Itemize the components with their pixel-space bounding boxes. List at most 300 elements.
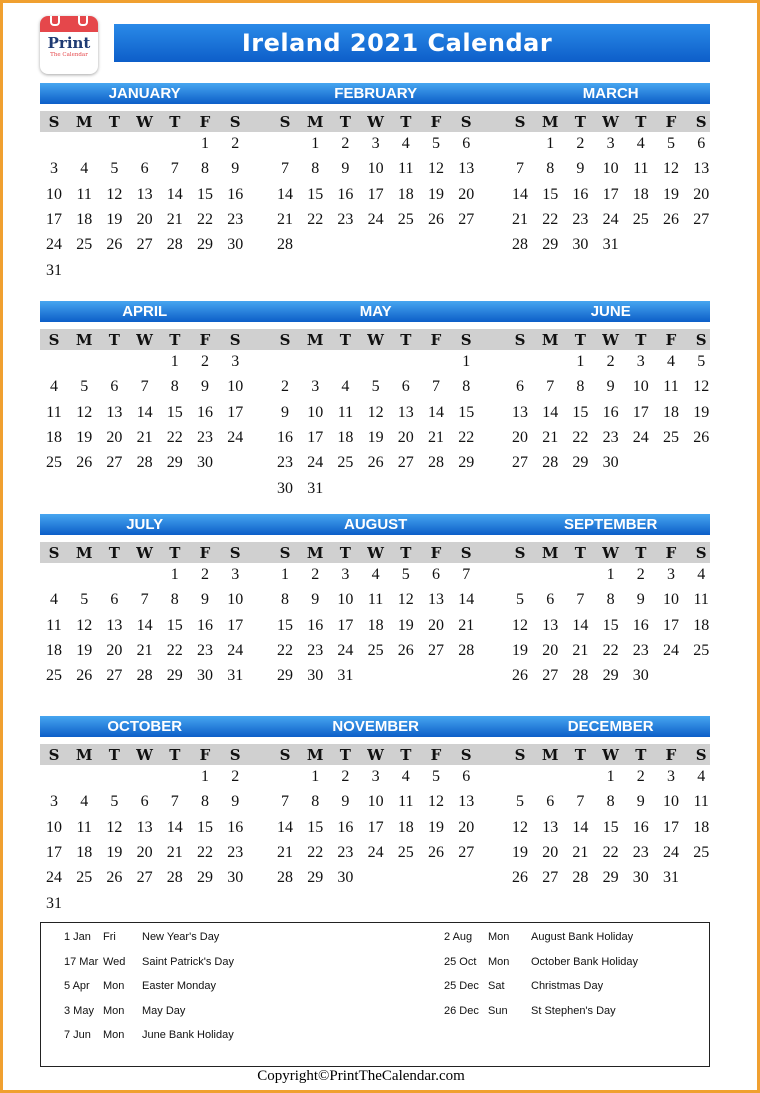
day-cell: 7	[140, 378, 149, 396]
day-cell: 21	[572, 641, 589, 659]
day-cell: 22	[458, 428, 475, 446]
day-cell: 19	[512, 641, 528, 659]
day-cell: 22	[166, 428, 183, 446]
day-cell: 27	[693, 210, 710, 228]
weekday-header: W	[136, 746, 154, 764]
day-cell: 25	[76, 236, 93, 254]
day-cell: 1	[606, 566, 615, 583]
day-cell: 10	[367, 793, 384, 811]
day-cell: 7	[546, 378, 555, 396]
day-cell: 4	[401, 768, 410, 785]
day-cell: 1	[576, 353, 585, 370]
day-cell: 13	[458, 793, 475, 811]
day-cell: 6	[432, 566, 440, 583]
day-cell: 7	[140, 591, 149, 609]
day-cell: 20	[397, 428, 414, 446]
day-cell: 22	[307, 210, 324, 228]
day-cell: 10	[227, 378, 244, 396]
day-cell: 7	[432, 378, 440, 396]
day-cell: 27	[512, 454, 528, 472]
month-name: MARCH	[582, 85, 639, 102]
weekday-header: S	[695, 113, 707, 131]
weekday-header: S	[279, 746, 291, 764]
day-cell: 4	[667, 353, 675, 370]
day-cell: 30	[632, 667, 649, 685]
holiday-day: Mon	[488, 931, 510, 943]
day-cell: 24	[367, 843, 384, 861]
day-cell: 11	[76, 818, 92, 836]
day-cell: 8	[546, 160, 555, 178]
day-cell: 29	[602, 869, 619, 887]
day-cell: 8	[311, 793, 320, 811]
day-cell: 18	[397, 818, 414, 836]
day-cell: 21	[572, 843, 589, 861]
weekday-header: T	[339, 331, 351, 349]
day-cell: 4	[697, 566, 706, 583]
day-cell: 20	[428, 616, 444, 634]
day-cell: 16	[602, 403, 619, 421]
day-cell: 23	[227, 843, 244, 861]
weekday-header: S	[460, 331, 472, 349]
day-cell: 14	[572, 616, 589, 634]
day-cell: 10	[663, 591, 679, 609]
day-cell: 29	[197, 236, 213, 254]
day-cell: 9	[341, 160, 350, 178]
weekday-header: W	[602, 331, 620, 349]
holiday-date: 3 May	[64, 1004, 94, 1017]
month-name: JANUARY	[108, 85, 181, 102]
day-cell: 17	[367, 185, 384, 203]
day-cell: 20	[106, 641, 123, 659]
day-cell: 1	[546, 135, 555, 152]
holiday-day: Fri	[103, 931, 116, 943]
weekday-header: T	[108, 544, 120, 562]
day-cell: 17	[227, 616, 244, 634]
holiday-day: Wed	[103, 955, 126, 968]
day-cell: 27	[397, 454, 414, 472]
holiday-name: May Day	[142, 1004, 186, 1017]
day-cell: 23	[277, 454, 293, 472]
day-cell: 11	[76, 185, 92, 203]
day-cell: 8	[606, 591, 615, 609]
weekday-header: S	[48, 113, 60, 131]
day-cell: 27	[458, 210, 475, 228]
weekday-header: M	[541, 746, 559, 764]
day-cell: 4	[80, 793, 89, 811]
day-cell: 28	[542, 454, 559, 472]
weekday-header: T	[339, 746, 351, 764]
weekday-header: W	[602, 746, 620, 764]
weekday-header: T	[169, 331, 181, 349]
day-cell: 3	[667, 566, 675, 583]
day-cell: 19	[76, 641, 93, 659]
day-cell: 8	[281, 591, 289, 609]
day-cell: 1	[170, 566, 179, 583]
day-cell: 23	[632, 843, 649, 861]
day-cell: 4	[50, 378, 58, 396]
day-cell: 26	[512, 869, 528, 887]
day-cell: 23	[337, 843, 354, 861]
day-cell: 6	[401, 378, 410, 396]
day-cell: 22	[197, 843, 213, 861]
day-cell: 26	[428, 210, 444, 228]
day-cell: 7	[281, 793, 289, 811]
day-cell: 3	[606, 135, 615, 152]
day-cell: 31	[227, 667, 244, 685]
day-cell: 17	[307, 428, 324, 446]
day-cell: 17	[46, 210, 62, 228]
day-cell: 22	[572, 428, 589, 446]
day-cell: 26	[76, 454, 93, 472]
page-title: Ireland 2021 Calendar	[241, 29, 553, 57]
day-cell: 6	[110, 591, 119, 609]
day-cell: 12	[106, 185, 123, 203]
month-name: AUGUST	[344, 516, 408, 533]
day-cell: 22	[542, 210, 559, 228]
day-cell: 10	[367, 160, 384, 178]
day-cell: 23	[197, 428, 213, 446]
day-cell: 23	[227, 210, 244, 228]
day-cell: 27	[106, 454, 123, 472]
day-cell: 31	[602, 236, 619, 254]
weekday-header: F	[665, 746, 677, 764]
holiday-name: New Year's Day	[142, 931, 220, 943]
weekday-header: S	[695, 331, 707, 349]
day-cell: 24	[367, 210, 384, 228]
day-cell: 6	[546, 591, 555, 609]
day-cell: 4	[371, 566, 380, 583]
holiday-day: Mon	[103, 1004, 125, 1017]
day-cell: 13	[512, 403, 528, 421]
day-cell: 16	[227, 185, 244, 203]
holiday-date: 2 Aug	[444, 931, 473, 943]
day-cell: 2	[606, 353, 615, 370]
holiday-name: August Bank Holiday	[531, 931, 634, 943]
holiday-day: Mon	[488, 955, 510, 968]
day-cell: 23	[602, 428, 619, 446]
day-cell: 9	[311, 591, 320, 609]
weekday-header: S	[460, 113, 472, 131]
day-cell: 15	[602, 616, 619, 634]
day-cell: 28	[277, 236, 293, 254]
day-cell: 2	[201, 566, 209, 583]
day-cell: 2	[576, 135, 585, 152]
day-cell: 1	[462, 353, 471, 370]
day-cell: 17	[663, 818, 679, 836]
day-cell: 30	[197, 454, 213, 472]
day-cell: 29	[542, 236, 559, 254]
weekday-header: W	[367, 113, 385, 131]
holiday-day: Mon	[103, 1029, 125, 1042]
day-cell: 7	[576, 793, 585, 811]
day-cell: 19	[663, 185, 679, 203]
day-cell: 12	[663, 160, 679, 178]
day-cell: 20	[136, 843, 153, 861]
day-cell: 16	[197, 616, 213, 634]
day-cell: 5	[80, 591, 89, 609]
day-cell: 7	[170, 793, 179, 811]
weekday-header: S	[229, 746, 241, 764]
weekday-header: S	[279, 331, 291, 349]
day-cell: 26	[693, 428, 710, 446]
day-cell: 3	[371, 768, 380, 785]
day-cell: 25	[46, 454, 62, 472]
day-cell: 28	[572, 869, 589, 887]
day-cell: 25	[76, 869, 93, 887]
day-cell: 11	[367, 591, 384, 609]
day-cell: 28	[166, 236, 183, 254]
day-cell: 26	[663, 210, 679, 228]
day-cell: 21	[458, 616, 475, 634]
day-cell: 21	[136, 428, 153, 446]
weekday-header: F	[199, 544, 211, 562]
day-cell: 27	[542, 667, 559, 685]
day-cell: 25	[367, 641, 384, 659]
holiday-date: 17 Mar	[64, 955, 99, 968]
weekday-header: T	[574, 544, 586, 562]
holiday-date: 25 Oct	[444, 955, 477, 968]
weekday-header: M	[541, 331, 559, 349]
day-cell: 13	[106, 616, 123, 634]
day-cell: 1	[281, 566, 289, 583]
day-cell: 12	[512, 818, 528, 836]
day-cell: 11	[398, 793, 414, 811]
day-cell: 14	[458, 591, 475, 609]
day-cell: 5	[432, 768, 440, 785]
weekday-header: M	[75, 544, 93, 562]
day-cell: 21	[428, 428, 444, 446]
holiday-date: 25 Dec	[444, 980, 479, 993]
day-cell: 25	[397, 210, 414, 228]
weekday-header: T	[108, 113, 120, 131]
day-cell: 7	[516, 160, 524, 178]
day-cell: 24	[46, 236, 62, 254]
day-cell: 8	[170, 378, 179, 396]
day-cell: 6	[697, 135, 706, 152]
day-cell: 27	[136, 869, 153, 887]
day-cell: 24	[602, 210, 619, 228]
day-cell: 19	[106, 843, 123, 861]
day-cell: 24	[632, 428, 649, 446]
month-name: OCTOBER	[107, 718, 183, 735]
holiday-date: 7 Jun	[64, 1029, 91, 1042]
weekday-header: T	[339, 544, 351, 562]
day-cell: 31	[337, 667, 354, 685]
weekday-header: T	[574, 331, 586, 349]
day-cell: 11	[337, 403, 354, 421]
weekday-header: M	[306, 746, 324, 764]
day-cell: 26	[76, 667, 93, 685]
day-cell: 24	[307, 454, 324, 472]
day-cell: 13	[693, 160, 710, 178]
day-cell: 17	[337, 616, 354, 634]
day-cell: 24	[663, 843, 679, 861]
weekday-header: M	[541, 113, 559, 131]
day-cell: 24	[227, 428, 244, 446]
day-cell: 18	[397, 185, 414, 203]
day-cell: 11	[693, 591, 709, 609]
day-cell: 3	[50, 160, 58, 178]
holiday-name: St Stephen's Day	[531, 1004, 616, 1017]
day-cell: 29	[572, 454, 589, 472]
day-cell: 31	[46, 894, 62, 912]
holiday-list	[40, 922, 710, 1067]
day-cell: 16	[632, 616, 649, 634]
day-cell: 1	[201, 135, 209, 152]
day-cell: 15	[602, 818, 619, 836]
day-cell: 2	[281, 378, 289, 396]
weekday-header: S	[229, 113, 241, 131]
holiday-name: Saint Patrick's Day	[142, 955, 234, 968]
holiday-name: Christmas Day	[531, 980, 604, 993]
weekday-header: M	[75, 331, 93, 349]
day-cell: 4	[697, 768, 706, 785]
weekday-header: W	[367, 746, 385, 764]
day-cell: 7	[170, 160, 179, 178]
day-cell: 19	[428, 185, 444, 203]
day-cell: 10	[46, 185, 62, 203]
day-cell: 9	[201, 591, 209, 609]
day-cell: 10	[602, 160, 619, 178]
day-cell: 28	[512, 236, 528, 254]
day-cell: 9	[201, 378, 209, 396]
day-cell: 14	[572, 818, 589, 836]
day-cell: 22	[277, 641, 293, 659]
day-cell: 18	[76, 843, 93, 861]
day-cell: 10	[227, 591, 244, 609]
day-cell: 10	[337, 591, 354, 609]
day-cell: 7	[281, 160, 289, 178]
day-cell: 19	[106, 210, 123, 228]
day-cell: 4	[341, 378, 350, 396]
day-cell: 28	[166, 869, 183, 887]
holiday-name: June Bank Holiday	[142, 1029, 234, 1042]
day-cell: 18	[46, 428, 62, 446]
weekday-header: T	[169, 113, 181, 131]
weekday-header: T	[169, 746, 181, 764]
day-cell: 23	[632, 641, 649, 659]
weekday-header: T	[635, 746, 647, 764]
weekday-header: T	[635, 544, 647, 562]
day-cell: 22	[166, 641, 183, 659]
weekday-header: T	[400, 544, 412, 562]
day-cell: 5	[516, 793, 524, 811]
day-cell: 11	[633, 160, 649, 178]
day-cell: 9	[281, 403, 289, 421]
day-cell: 14	[542, 403, 559, 421]
day-cell: 28	[572, 667, 589, 685]
day-cell: 10	[632, 378, 649, 396]
day-cell: 7	[462, 566, 471, 583]
day-cell: 28	[458, 641, 475, 659]
weekday-header: S	[695, 544, 707, 562]
weekday-header: T	[400, 746, 412, 764]
weekday-header: M	[75, 746, 93, 764]
day-cell: 22	[307, 843, 324, 861]
day-cell: 13	[542, 616, 559, 634]
day-cell: 25	[46, 667, 62, 685]
title-bar	[114, 24, 710, 62]
weekday-header: S	[460, 746, 472, 764]
day-cell: 16	[632, 818, 649, 836]
month-name: SEPTEMBER	[564, 516, 658, 533]
day-cell: 19	[428, 818, 444, 836]
day-cell: 19	[367, 428, 384, 446]
day-cell: 3	[341, 566, 350, 583]
day-cell: 18	[337, 428, 354, 446]
day-cell: 6	[140, 160, 149, 178]
day-cell: 2	[636, 768, 645, 785]
logo-text: Print	[47, 34, 91, 52]
day-cell: 16	[277, 428, 293, 446]
day-cell: 29	[166, 667, 183, 685]
day-cell: 6	[462, 135, 471, 152]
day-cell: 12	[397, 591, 414, 609]
day-cell: 11	[46, 403, 62, 421]
weekday-header: M	[541, 544, 559, 562]
day-cell: 23	[572, 210, 589, 228]
day-cell: 7	[576, 591, 585, 609]
day-cell: 15	[307, 185, 324, 203]
day-cell: 1	[170, 353, 179, 370]
day-cell: 15	[542, 185, 559, 203]
weekday-header: T	[339, 113, 351, 131]
weekday-header: S	[279, 113, 291, 131]
day-cell: 22	[602, 843, 619, 861]
day-cell: 5	[697, 353, 706, 370]
day-cell: 5	[110, 793, 119, 811]
day-cell: 20	[136, 210, 153, 228]
weekday-header: M	[75, 113, 93, 131]
weekday-header: S	[229, 331, 241, 349]
day-cell: 4	[401, 135, 410, 152]
day-cell: 19	[76, 428, 93, 446]
day-cell: 11	[663, 378, 679, 396]
weekday-header: W	[136, 113, 154, 131]
day-cell: 18	[632, 185, 649, 203]
day-cell: 22	[197, 210, 213, 228]
day-cell: 21	[166, 843, 183, 861]
day-cell: 20	[693, 185, 710, 203]
day-cell: 12	[76, 616, 93, 634]
day-cell: 4	[50, 591, 58, 609]
day-cell: 28	[136, 667, 153, 685]
month-name: JULY	[126, 516, 164, 533]
day-cell: 18	[693, 818, 710, 836]
day-cell: 16	[227, 818, 244, 836]
holiday-day: Mon	[103, 980, 125, 993]
day-cell: 16	[197, 403, 213, 421]
day-cell: 20	[106, 428, 123, 446]
day-cell: 13	[542, 818, 559, 836]
day-cell: 12	[76, 403, 93, 421]
weekday-header: W	[367, 331, 385, 349]
day-cell: 10	[307, 403, 324, 421]
day-cell: 13	[458, 160, 475, 178]
day-cell: 12	[693, 378, 710, 396]
day-cell: 29	[307, 869, 324, 887]
weekday-header: M	[306, 331, 324, 349]
day-cell: 14	[166, 185, 183, 203]
day-cell: 12	[428, 160, 444, 178]
holiday-date: 26 Dec	[444, 1004, 479, 1017]
day-cell: 15	[458, 403, 475, 421]
day-cell: 5	[667, 135, 675, 152]
weekday-header: F	[199, 331, 211, 349]
weekday-header: S	[48, 544, 60, 562]
day-cell: 21	[542, 428, 559, 446]
weekday-header: F	[199, 113, 211, 131]
